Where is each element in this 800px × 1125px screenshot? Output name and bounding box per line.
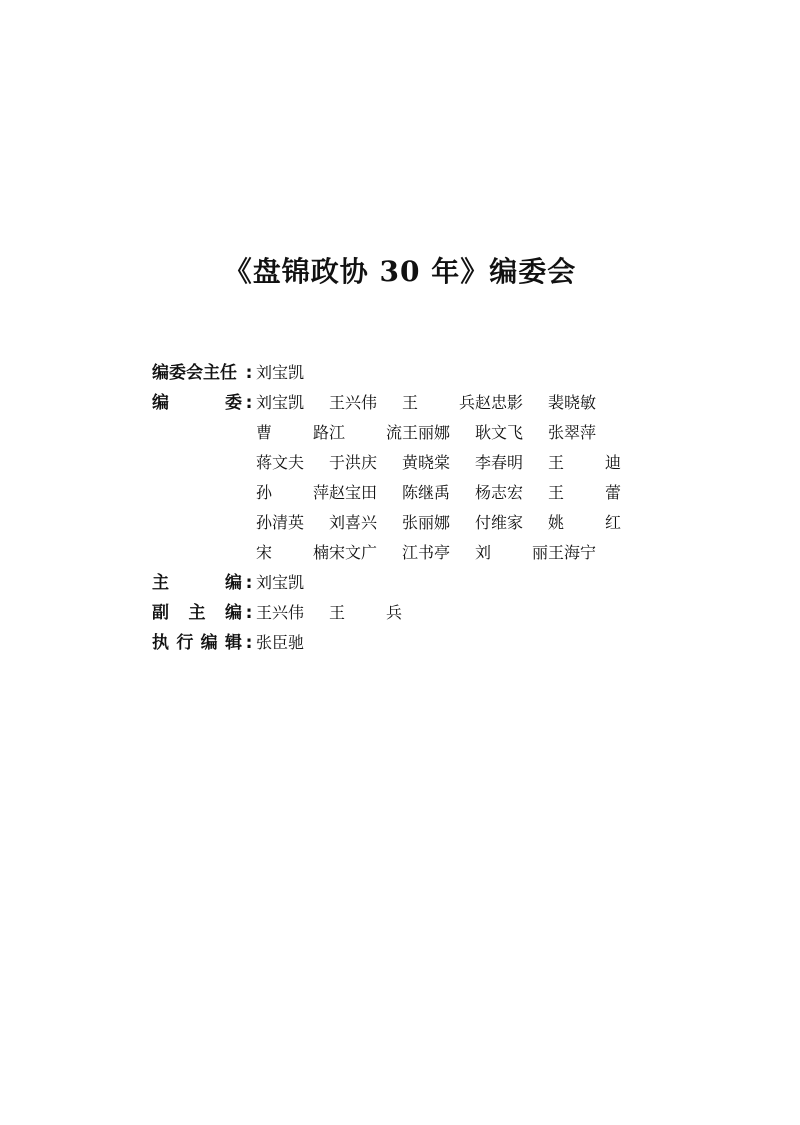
member-name-char: 宝 xyxy=(345,483,362,502)
member-name xyxy=(475,448,548,478)
member-name xyxy=(256,598,329,628)
role-label-char: 委 xyxy=(169,363,186,383)
member-name-char: 飞 xyxy=(507,423,524,442)
member-name-char: 萍 xyxy=(312,483,329,502)
role-colon: : xyxy=(245,603,253,623)
member-name-char: 丽 xyxy=(418,423,435,442)
member-name-char: 红 xyxy=(604,513,621,532)
member-name xyxy=(329,478,402,508)
member-name-char: 蕾 xyxy=(604,483,621,502)
role-label xyxy=(152,538,242,568)
member-name-char: 维 xyxy=(491,513,508,532)
role-label xyxy=(152,358,242,388)
editorial-board-roster xyxy=(152,358,621,658)
member-name xyxy=(256,538,329,568)
member-name xyxy=(256,358,329,388)
role-label-char: 编 xyxy=(200,633,218,653)
member-name-char: 忠 xyxy=(491,393,508,412)
member-name-char: 李 xyxy=(475,453,492,472)
member-name-char: 宋 xyxy=(329,543,346,562)
member-name-char: 宝 xyxy=(272,573,289,592)
member-name xyxy=(402,418,475,448)
member-names xyxy=(256,448,621,478)
member-name-char: 书 xyxy=(418,543,435,562)
member-name-char: 黄 xyxy=(402,453,419,472)
member-name-char: 臣 xyxy=(272,633,289,652)
roster-row xyxy=(152,538,621,568)
member-name-char: 凯 xyxy=(288,573,305,592)
member-name-char: 张 xyxy=(402,513,419,532)
member-name-char: 兴 xyxy=(361,513,378,532)
member-name xyxy=(548,388,621,418)
member-name-char: 于 xyxy=(329,453,346,472)
member-name-char: 刘 xyxy=(329,513,346,532)
member-name xyxy=(548,418,621,448)
member-name-char: 曹 xyxy=(256,423,273,442)
role-colon: : xyxy=(245,393,253,413)
member-name-char: 江 xyxy=(329,423,346,442)
role-label-char: 辑 xyxy=(224,633,242,653)
member-name-char: 张 xyxy=(548,423,565,442)
member-name-char: 敏 xyxy=(580,393,597,412)
member-name-char: 耿 xyxy=(475,423,492,442)
member-name xyxy=(548,508,621,538)
role-label-char: 编 xyxy=(152,393,169,413)
role-label-char: 主 xyxy=(152,573,169,593)
member-name xyxy=(475,418,548,448)
member-name-char: 王 xyxy=(329,603,346,622)
member-name-char: 海 xyxy=(564,543,581,562)
member-name-char: 英 xyxy=(288,513,305,532)
member-name xyxy=(256,448,329,478)
role-colon: : xyxy=(245,573,253,593)
member-name-char: 驰 xyxy=(288,633,305,652)
member-name-char: 禹 xyxy=(434,483,451,502)
member-name xyxy=(256,388,329,418)
member-name-char: 丽 xyxy=(418,513,435,532)
member-name-char: 庆 xyxy=(361,453,378,472)
role-label xyxy=(152,508,242,538)
member-name-char: 赵 xyxy=(329,483,346,502)
member-names xyxy=(256,598,402,628)
member-name-char: 喜 xyxy=(345,513,362,532)
page-title: 《盘锦政协 30 年》编委会 xyxy=(223,255,577,288)
role-label-char: 编 xyxy=(225,573,242,593)
role-label-char: 编 xyxy=(225,603,242,623)
member-name-char: 楠 xyxy=(312,543,329,562)
role-colon: : xyxy=(245,363,253,383)
member-name-char: 夫 xyxy=(288,453,305,472)
member-name-char: 赵 xyxy=(475,393,492,412)
member-name xyxy=(402,388,475,418)
member-name-char: 张 xyxy=(256,633,273,652)
member-name-char: 明 xyxy=(507,453,524,472)
member-name-char: 洪 xyxy=(345,453,362,472)
member-name xyxy=(329,508,402,538)
member-name-char: 广 xyxy=(361,543,378,562)
member-name-char: 姚 xyxy=(548,513,565,532)
member-name xyxy=(402,508,475,538)
member-name-char: 王 xyxy=(402,423,419,442)
member-names xyxy=(256,418,621,448)
member-name xyxy=(475,478,548,508)
role-label xyxy=(152,478,242,508)
member-name-char: 志 xyxy=(491,483,508,502)
member-name-char: 江 xyxy=(402,543,419,562)
role-label xyxy=(152,598,242,628)
role-colon xyxy=(242,538,256,568)
member-name xyxy=(329,448,402,478)
member-names xyxy=(256,478,621,508)
member-name-char: 凯 xyxy=(288,363,305,382)
roster-row xyxy=(152,448,621,478)
member-name-char: 王 xyxy=(548,483,565,502)
member-name-char: 亭 xyxy=(434,543,451,562)
roster-row xyxy=(152,358,621,388)
member-name-char: 文 xyxy=(272,453,289,472)
member-name-char: 杨 xyxy=(475,483,492,502)
member-name-char: 迪 xyxy=(604,453,621,472)
roster-row xyxy=(152,478,621,508)
member-name xyxy=(475,508,548,538)
member-name-char: 宏 xyxy=(507,483,524,502)
member-names xyxy=(256,508,621,538)
member-name-char: 兵 xyxy=(458,393,475,412)
member-name xyxy=(256,418,329,448)
member-name-char: 棠 xyxy=(434,453,451,472)
role-label-char: 委 xyxy=(225,393,242,413)
member-name-char: 春 xyxy=(491,453,508,472)
member-name-char: 田 xyxy=(361,483,378,502)
member-names xyxy=(256,568,329,598)
member-name-char: 晓 xyxy=(564,393,581,412)
member-names xyxy=(256,388,621,418)
member-name-char: 凯 xyxy=(288,393,305,412)
member-name-char: 丽 xyxy=(531,543,548,562)
role-label xyxy=(152,568,242,598)
roster-row xyxy=(152,628,621,658)
role-label xyxy=(152,628,242,658)
member-name xyxy=(329,388,402,418)
role-label xyxy=(152,448,242,478)
member-name-char: 王 xyxy=(329,393,346,412)
member-name-char: 付 xyxy=(475,513,492,532)
member-name xyxy=(256,628,329,658)
role-label-char: 会 xyxy=(186,363,203,383)
member-name xyxy=(548,448,621,478)
member-name-char: 娜 xyxy=(434,513,451,532)
member-name xyxy=(329,418,402,448)
member-names xyxy=(256,628,329,658)
member-name-char: 孙 xyxy=(256,483,273,502)
role-label-char: 主 xyxy=(188,603,206,623)
role-colon xyxy=(242,418,256,448)
role-label-char: 行 xyxy=(176,633,194,653)
roster-row xyxy=(152,568,621,598)
member-name-char: 王 xyxy=(256,603,273,622)
member-name-char: 萍 xyxy=(580,423,597,442)
member-name-char: 蒋 xyxy=(256,453,273,472)
member-name-char: 清 xyxy=(272,513,289,532)
member-name-char: 文 xyxy=(491,423,508,442)
member-name xyxy=(256,508,329,538)
role-label xyxy=(152,418,242,448)
member-name-char: 刘 xyxy=(256,573,273,592)
member-name-char: 兴 xyxy=(272,603,289,622)
member-name-char: 刘 xyxy=(256,363,273,382)
member-name-char: 兴 xyxy=(345,393,362,412)
member-name-char: 孙 xyxy=(256,513,273,532)
member-name xyxy=(402,538,475,568)
member-name-char: 宋 xyxy=(256,543,273,562)
role-label-char: 主 xyxy=(203,363,220,383)
member-name-char: 晓 xyxy=(418,453,435,472)
member-name-char: 流 xyxy=(385,423,402,442)
member-name xyxy=(256,568,329,598)
roster-row xyxy=(152,388,621,418)
member-name xyxy=(548,478,621,508)
member-name-char: 裴 xyxy=(548,393,565,412)
member-name-char: 刘 xyxy=(475,543,492,562)
role-label-char: 编 xyxy=(152,363,169,383)
member-name-char: 伟 xyxy=(361,393,378,412)
member-name-char: 宝 xyxy=(272,363,289,382)
role-colon xyxy=(242,448,256,478)
roster-row xyxy=(152,508,621,538)
roster-row xyxy=(152,418,621,448)
role-colon xyxy=(242,508,256,538)
member-name-char: 文 xyxy=(345,543,362,562)
member-names xyxy=(256,358,329,388)
member-name xyxy=(329,538,402,568)
member-name xyxy=(402,448,475,478)
member-name-char: 王 xyxy=(402,393,419,412)
member-name-char: 娜 xyxy=(434,423,451,442)
role-label xyxy=(152,388,242,418)
member-name-char: 继 xyxy=(418,483,435,502)
member-name xyxy=(548,538,621,568)
member-name-char: 王 xyxy=(548,543,565,562)
member-name-char: 宁 xyxy=(580,543,597,562)
role-label-char: 任 xyxy=(220,363,237,383)
member-name-char: 兵 xyxy=(385,603,402,622)
member-name-char: 王 xyxy=(548,453,565,472)
member-name-char: 刘 xyxy=(256,393,273,412)
member-name xyxy=(402,478,475,508)
member-name-char: 陈 xyxy=(402,483,419,502)
role-label-char: 副 xyxy=(152,603,169,623)
member-name-char: 路 xyxy=(312,423,329,442)
member-name-char: 翠 xyxy=(564,423,581,442)
member-name xyxy=(475,388,548,418)
role-label-char: 执 xyxy=(152,633,169,653)
member-names xyxy=(256,538,621,568)
roster-row xyxy=(152,598,621,628)
member-name xyxy=(256,478,329,508)
role-colon xyxy=(242,478,256,508)
role-colon: : xyxy=(245,633,253,653)
member-name-char: 宝 xyxy=(272,393,289,412)
member-name xyxy=(329,598,402,628)
member-name-char: 影 xyxy=(507,393,524,412)
member-name-char: 伟 xyxy=(288,603,305,622)
member-name-char: 家 xyxy=(507,513,524,532)
member-name xyxy=(475,538,548,568)
